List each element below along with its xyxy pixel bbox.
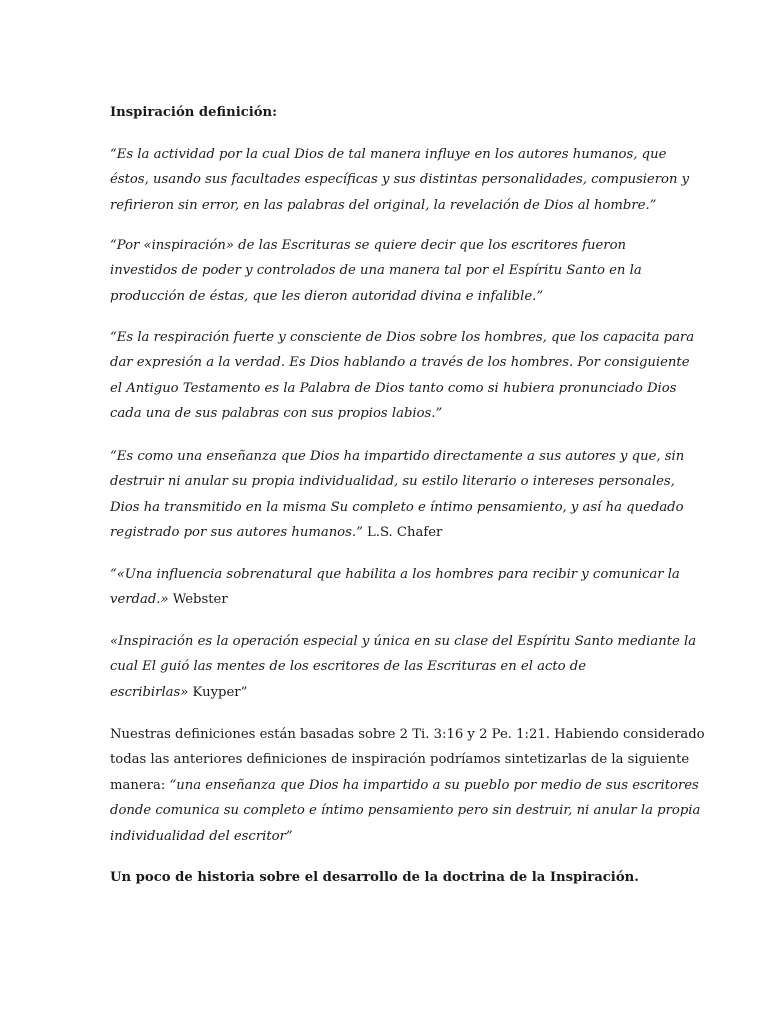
text-line: Nuestras definiciones están basadas sobre 2 Ti. 3:16 y 2 Pe. 1:21. Habiendo considerado: [110, 727, 705, 742]
text-line: “«Una influencia sobrenatural que habilita a los hombres para recibir y comunicar la: [110, 567, 680, 582]
definition-paragraph-4: [110, 444, 685, 546]
text-line: Dios ha transmitido en la misma Su completo e íntimo pensamiento, y así ha quedado: [110, 499, 684, 515]
quote-text: verdad.»: [110, 592, 169, 608]
text-line: dar expresión a la verdad. Es Dios hablando a través de los hombres. Por consiguiente: [110, 355, 690, 371]
definition-paragraph-6: [110, 629, 697, 705]
quote-text: “una enseñanza que Dios ha impartido a su pueblo por medio de sus escritores: [169, 777, 699, 793]
text-line: «Inspiración es la operación especial y única en su clase del Espíritu Santo mediante la: [110, 634, 697, 649]
definition-paragraph-3: [110, 325, 695, 427]
text-line: donde comunica su completo e íntimo pensamiento pero sin destruir, ni anular la propia: [110, 803, 701, 819]
text-line: éstos, usando sus facultades específicas y sus distintas personalidades, compusieron y: [110, 172, 690, 188]
text-line: [110, 520, 670, 545]
text-line: refirieron sin error, en las palabras del original, la revelación de Dios al hombre.”: [110, 197, 657, 213]
text-line: todas las anteriores definiciones de inspiración podríamos sintetizarlas de la siguiente: [110, 752, 690, 768]
definition-paragraph-2: [110, 233, 670, 309]
author-chafer: L.S. Chafer: [362, 525, 443, 541]
text-line: [110, 680, 670, 705]
plain-text: manera:: [110, 777, 170, 793]
text-line: “Es como una enseñanza que Dios ha impartido directamente a sus autores y que, sin: [110, 449, 685, 464]
text-line: investidos de poder y controlados de una manera tal por el Espíritu Santo en la: [110, 263, 642, 279]
text-line: producción de éstas, que les dieron autoridad divina e infalible.”: [110, 288, 544, 304]
section-heading-historia: Un poco de historia sobre el desarrollo de la doctrina de la Inspiración.: [110, 870, 639, 885]
text-line: individualidad del escritor”: [110, 828, 293, 844]
text-line: el Antiguo Testamento es la Palabra de Dios tanto como si hubiera pronunciado Dios: [110, 380, 677, 396]
author-webster: Webster: [168, 592, 228, 608]
text-line: “Por «inspiración» de las Escrituras se quiere decir que los escritores fueron: [110, 238, 626, 253]
author-kuyper: Kuyper”: [188, 684, 248, 700]
text-line: [110, 773, 699, 798]
text-line: [110, 587, 670, 612]
text-line: cada una de sus palabras con sus propios labios.”: [110, 406, 443, 422]
quote-text: escribirlas»: [110, 684, 189, 700]
text-line: “Es la actividad por la cual Dios de tal manera influye en los autores humanos, que: [110, 147, 667, 162]
definition-paragraph-5: [110, 562, 680, 613]
text-line: destruir ni anular su propia individualidad, su estilo literario o intereses personales,: [110, 474, 675, 490]
summary-paragraph: [110, 722, 705, 849]
text-line: cual El guió las mentes de los escritores de las Escrituras en el acto de: [110, 659, 587, 675]
text-line: “Es la respiración fuerte y consciente de Dios sobre los hombres, que los capacita para: [110, 330, 695, 345]
section-heading-inspiracion: Inspiración definición:: [110, 105, 278, 120]
quote-text: registrado por sus autores humanos.”: [110, 525, 363, 541]
definition-paragraph-1: [110, 142, 690, 218]
